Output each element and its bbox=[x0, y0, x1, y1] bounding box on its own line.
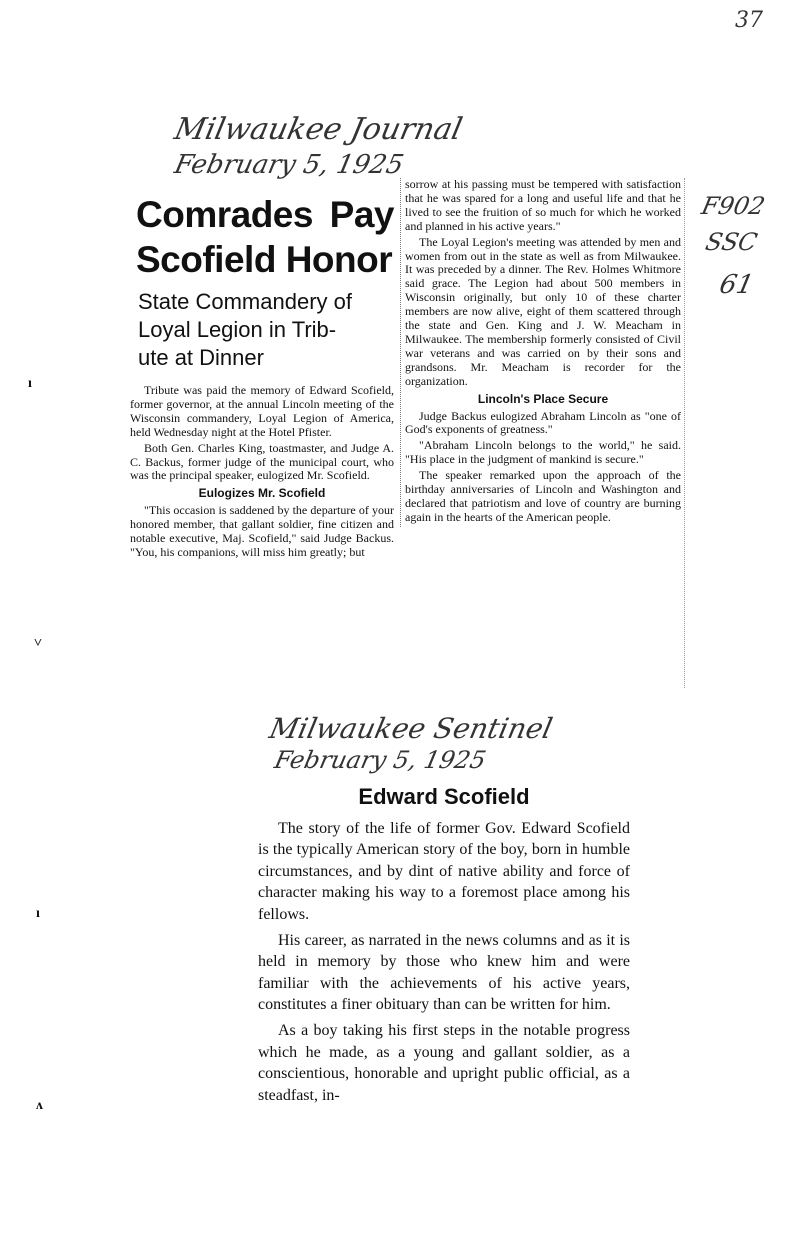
deck-line-1: State Commandery of bbox=[138, 289, 352, 314]
journal-column-1 bbox=[130, 178, 394, 562]
page-number: 37 bbox=[735, 8, 763, 33]
journal-column-2 bbox=[400, 178, 681, 527]
handwritten-date-journal: February 5, 1925 bbox=[171, 150, 407, 180]
deck-line-3: ute at Dinner bbox=[138, 345, 264, 370]
article-paragraph: Judge Backus eulogized Abraham Lincoln as "one of God's exponents of greatness." bbox=[405, 408, 681, 437]
article-paragraph: The speaker remarked upon the approach of the birthday anniversaries of Lincoln and Washington and declared that patriotism and love of country are burning again in the hearts of the American people. bbox=[405, 468, 681, 524]
article-paragraph: "Abraham Lincoln belongs to the world," he said. "His place in the judgment of mankind is secure." bbox=[405, 438, 681, 467]
article-paragraph: The Loyal Legion's meeting was attended by men and women from out in the state as well as from Milwaukee. It was preceded by a dinner. The Rev. Holmes Whitmore said grace. The Legion had about 500 members in Wisconsin originally, but only 10 of these charter members are now alive, eight of them scattered through the state and Gen. King and J. W. Meacham in Milwaukee. The membership formerly consisted of Civil war veterans and was carried on by their sons and grandsons. Mr. Meacham is recorder for the organization. bbox=[405, 234, 681, 388]
deck-line-2: Loyal Legion in Trib- bbox=[138, 317, 337, 342]
headline: Comrades Pay Scofield Honor bbox=[136, 194, 394, 280]
subhead-eulogizes: Eulogizes Mr. Scofield bbox=[198, 486, 326, 501]
margin-tick-3: ı bbox=[36, 906, 40, 921]
margin-tick-4: ʌ bbox=[36, 1098, 43, 1113]
editorial-title: Edward Scofield bbox=[358, 784, 530, 809]
margin-note-2: SSC bbox=[703, 228, 760, 256]
article-paragraph: sorrow at his passing must be tempered with satisfaction that he was spared for a long and useful life and that he lived to see the fruition of so much for which he worked and planned in his active years." bbox=[405, 177, 681, 233]
handwritten-date-sentinel: February 5, 1925 bbox=[272, 746, 489, 774]
article-paragraph: Both Gen. Charles King, toastmaster, and Judge A. C. Backus, former judge of the municipal court, who was the principal speaker, eulogized Mr. Scofield. bbox=[130, 440, 394, 483]
margin-note-1: F902 bbox=[699, 192, 768, 220]
handwritten-source-sentinel: Milwaukee Sentinel bbox=[266, 712, 556, 745]
sentinel-clipping bbox=[258, 782, 630, 1122]
margin-tick-1: ı bbox=[28, 376, 32, 391]
article-paragraph: "This occasion is saddened by the departure of your honored member, that gallant soldier, fine citizen and notable executive, Maj. Scofield," said Judge Backus. "You, his companions, will miss him greatly; but bbox=[130, 503, 394, 559]
article-paragraph: Tribute was paid the memory of Edward Scofield, former governor, at the annual Lincoln meeting of the Wisconsin commandery, Loyal Legion of America, held Wednesday night at the Hotel Pfister. bbox=[130, 383, 394, 439]
editorial-paragraph: His career, as narrated in the news columns and as it is held in memory by those who knew him and were familiar with the achievements of his active years, constitutes a finer obituary than can be written for him. bbox=[258, 931, 630, 1014]
editorial-paragraph: The story of the life of former Gov. Edward Scofield is the typically American story of the boy, born in humble circumstances, and by dint of native ability and force of character making his way to a foremost place among his fellows. bbox=[258, 819, 630, 923]
subhead-lincoln: Lincoln's Place Secure bbox=[477, 391, 609, 406]
journal-clipping bbox=[128, 178, 685, 688]
margin-tick-2: ˅ bbox=[34, 636, 42, 651]
margin-note-3: 61 bbox=[716, 270, 757, 300]
editorial-paragraph: As a boy taking his first steps in the notable progress which he made, as a young and gallant soldier, as a conscientious, honorable and upright public official, as a steadfast, in- bbox=[258, 1021, 630, 1104]
deck bbox=[138, 288, 394, 372]
handwritten-source-journal: Milwaukee Journal bbox=[171, 112, 466, 147]
